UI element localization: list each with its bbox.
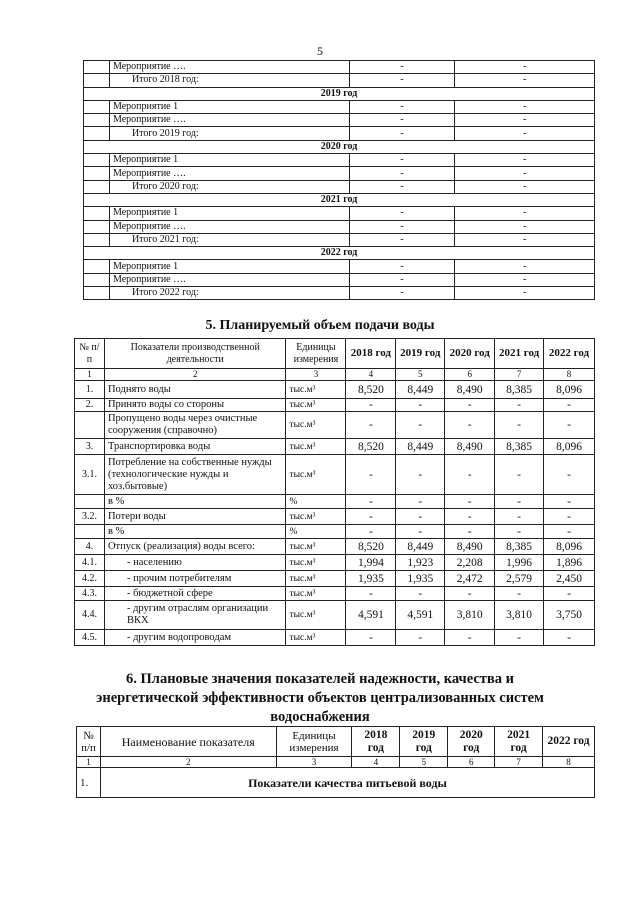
col-number: 3: [276, 757, 352, 768]
value-cell: -: [349, 220, 455, 233]
indicator-name: Пропущено воды через очистные сооружения (справочно): [104, 412, 286, 439]
value-cell: 8,385: [495, 439, 544, 455]
col-name-header: Наименование показателя: [100, 727, 276, 757]
value-cell: -: [349, 100, 455, 113]
col-number: 2: [100, 757, 276, 768]
value-cell: -: [495, 412, 544, 439]
blank-cell: [84, 180, 110, 193]
value-cell: 1,935: [396, 571, 445, 587]
reliability-table: [76, 726, 595, 798]
value-cell: 2,208: [445, 555, 495, 571]
value-cell: -: [349, 233, 455, 246]
value-cell: -: [349, 180, 455, 193]
blank-cell: [84, 207, 110, 220]
value-cell: -: [544, 525, 595, 539]
unit-cell: %: [286, 495, 346, 509]
year-heading: 2019 год: [84, 87, 595, 100]
value-cell: -: [349, 167, 455, 180]
table-row: [75, 587, 595, 601]
value-cell: -: [396, 630, 445, 646]
value-cell: -: [544, 455, 595, 495]
col-num-header: № п/п: [77, 727, 101, 757]
col-year-header: 2022 год: [544, 339, 595, 369]
value-cell: -: [346, 630, 396, 646]
col-year-header: 2021 год: [495, 727, 543, 757]
value-cell: -: [455, 167, 595, 180]
value-cell: -: [346, 455, 396, 495]
value-cell: -: [495, 455, 544, 495]
table-row: [84, 61, 595, 74]
section6-title: [0, 670, 640, 727]
value-cell: 8,490: [445, 539, 495, 555]
value-cell: -: [346, 412, 396, 439]
col-year-header: 2020 год: [445, 339, 495, 369]
table-row: [84, 273, 595, 286]
value-cell: -: [396, 525, 445, 539]
col-number: 5: [400, 757, 448, 768]
table-row: [84, 207, 595, 220]
value-cell: 8,449: [396, 439, 445, 455]
value-cell: 1,994: [346, 555, 396, 571]
value-cell: -: [349, 273, 455, 286]
value-cell: -: [396, 509, 445, 525]
col-year-header: 2021 год: [495, 339, 544, 369]
col-number: 6: [448, 757, 495, 768]
blank-cell: [84, 260, 110, 273]
value-cell: 1,996: [495, 555, 544, 571]
row-number: 1.: [77, 768, 101, 798]
unit-cell: тыс.м³: [286, 412, 346, 439]
value-cell: -: [455, 260, 595, 273]
value-cell: -: [495, 587, 544, 601]
value-cell: 1,935: [346, 571, 396, 587]
value-cell: -: [349, 154, 455, 167]
blank-cell: [84, 167, 110, 180]
event-label: Мероприятие ….: [109, 167, 349, 180]
table-row: [84, 220, 595, 233]
row-number: [75, 412, 105, 439]
table-row: [75, 399, 595, 412]
row-number: 1.: [75, 381, 105, 399]
blank-cell: [84, 154, 110, 167]
section6-title-line: водоснабжения: [270, 709, 370, 725]
blank-cell: [84, 74, 110, 87]
value-cell: 1,896: [544, 555, 595, 571]
value-cell: -: [455, 61, 595, 74]
table-row: [75, 539, 595, 555]
value-cell: 8,490: [445, 439, 495, 455]
indicator-name: Поднято воды: [104, 381, 286, 399]
value-cell: -: [544, 495, 595, 509]
value-cell: -: [349, 287, 455, 300]
value-cell: -: [346, 509, 396, 525]
event-label: Мероприятие ….: [109, 61, 349, 74]
value-cell: -: [544, 630, 595, 646]
unit-cell: тыс.м³: [286, 555, 346, 571]
water-supply-table: [74, 338, 595, 646]
value-cell: 2,450: [544, 571, 595, 587]
value-cell: 8,449: [396, 539, 445, 555]
unit-cell: тыс.м³: [286, 571, 346, 587]
total-label: Итого 2020 год:: [109, 180, 349, 193]
unit-cell: тыс.м³: [286, 539, 346, 555]
event-label: Мероприятие ….: [109, 114, 349, 127]
total-label: Итого 2018 год:: [109, 74, 349, 87]
table-row: [77, 768, 595, 798]
value-cell: -: [544, 412, 595, 439]
col-number: 8: [543, 757, 595, 768]
value-cell: 8,520: [346, 539, 396, 555]
value-cell: -: [455, 233, 595, 246]
value-cell: 4,591: [396, 601, 445, 630]
section5-title: 5. Планируемый объем подачи воды: [205, 318, 435, 333]
row-number: 4.: [75, 539, 105, 555]
table-row: [84, 114, 595, 127]
value-cell: -: [445, 509, 495, 525]
value-cell: -: [445, 630, 495, 646]
blank-cell: [84, 233, 110, 246]
value-cell: -: [455, 127, 595, 140]
col-year-header: 2018 год: [346, 339, 396, 369]
column-number-row: [75, 369, 595, 381]
col-number: 1: [77, 757, 101, 768]
year-heading: 2020 год: [84, 140, 595, 153]
indicator-name: - другим отраслям организации ВКХ: [104, 601, 286, 630]
unit-cell: тыс.м³: [286, 455, 346, 495]
blank-cell: [84, 287, 110, 300]
unit-cell: тыс.м³: [286, 587, 346, 601]
value-cell: -: [455, 180, 595, 193]
blank-cell: [84, 220, 110, 233]
row-number: 3.: [75, 439, 105, 455]
table-row: [75, 601, 595, 630]
col-unit-header: Единицы измерения: [286, 339, 346, 369]
value-cell: -: [349, 127, 455, 140]
col-num-header: № п/п: [75, 339, 105, 369]
table-row: [75, 412, 595, 439]
value-cell: -: [349, 61, 455, 74]
blank-cell: [84, 127, 110, 140]
col-number: 3: [286, 369, 346, 381]
col-number: 4: [346, 369, 396, 381]
col-year-header: 2022 год: [543, 727, 595, 757]
value-cell: 3,750: [544, 601, 595, 630]
row-number: 4.2.: [75, 571, 105, 587]
unit-cell: тыс.м³: [286, 381, 346, 399]
value-cell: -: [349, 260, 455, 273]
value-cell: -: [455, 273, 595, 286]
table-row: [84, 287, 595, 300]
indicator-name: - бюджетной сфере: [104, 587, 286, 601]
value-cell: -: [445, 412, 495, 439]
table-row: [84, 154, 595, 167]
value-cell: 8,096: [544, 381, 595, 399]
value-cell: -: [455, 74, 595, 87]
row-number: 3.1.: [75, 455, 105, 495]
row-number: 3.2.: [75, 509, 105, 525]
value-cell: -: [396, 399, 445, 412]
value-cell: -: [495, 525, 544, 539]
col-number: 4: [352, 757, 400, 768]
row-number: 4.4.: [75, 601, 105, 630]
blank-cell: [84, 273, 110, 286]
value-cell: -: [544, 587, 595, 601]
table-row: [75, 381, 595, 399]
year-heading: 2021 год: [84, 193, 595, 206]
year-row: [84, 247, 595, 260]
value-cell: -: [445, 525, 495, 539]
year-heading: 2022 год: [84, 247, 595, 260]
row-number: [75, 525, 105, 539]
blank-cell: [84, 100, 110, 113]
indicator-name: Потери воды: [104, 509, 286, 525]
indicator-name: Транспортировка воды: [104, 439, 286, 455]
value-cell: 8,520: [346, 439, 396, 455]
value-cell: 2,472: [445, 571, 495, 587]
table-row: [75, 525, 595, 539]
event-label: Мероприятие 1: [109, 260, 349, 273]
value-cell: 8,449: [396, 381, 445, 399]
table-header-row: [75, 339, 595, 369]
row-number: 4.3.: [75, 587, 105, 601]
value-cell: -: [455, 114, 595, 127]
indicator-name: Потребление на собственные нужды (технологические нужды и хоз.бытовые): [104, 455, 286, 495]
row-number: 2.: [75, 399, 105, 412]
column-number-row: [77, 757, 595, 768]
year-row: [84, 140, 595, 153]
year-row: [84, 193, 595, 206]
value-cell: -: [544, 509, 595, 525]
row-number: [75, 495, 105, 509]
indicator-name: - прочим потребителям: [104, 571, 286, 587]
col-year-header: 2020 год: [448, 727, 495, 757]
table-row: [75, 555, 595, 571]
row-section-label: Показатели качества питьевой воды: [100, 768, 594, 798]
col-number: 5: [396, 369, 445, 381]
section6-title-line: энергетической эффективности объектов централизованных систем: [96, 690, 544, 706]
value-cell: 3,810: [445, 601, 495, 630]
value-cell: 8,385: [495, 539, 544, 555]
table-row: [84, 100, 595, 113]
value-cell: -: [495, 630, 544, 646]
table-row: [84, 167, 595, 180]
table-row: [75, 439, 595, 455]
unit-cell: тыс.м³: [286, 509, 346, 525]
value-cell: -: [445, 399, 495, 412]
value-cell: -: [445, 495, 495, 509]
events-table: [83, 60, 595, 300]
event-label: Мероприятие 1: [109, 100, 349, 113]
col-year-header: 2019 год: [400, 727, 448, 757]
blank-cell: [84, 61, 110, 74]
value-cell: -: [396, 495, 445, 509]
value-cell: -: [495, 495, 544, 509]
page-number: 5: [317, 44, 323, 58]
value-cell: -: [349, 207, 455, 220]
value-cell: -: [455, 207, 595, 220]
col-number: 7: [495, 757, 543, 768]
value-cell: -: [495, 509, 544, 525]
table-row: [84, 260, 595, 273]
total-label: Итого 2022 год:: [109, 287, 349, 300]
year-row: [84, 87, 595, 100]
event-label: Мероприятие 1: [109, 207, 349, 220]
table-header-row: [77, 727, 595, 757]
unit-cell: тыс.м³: [286, 601, 346, 630]
total-label: Итого 2019 год:: [109, 127, 349, 140]
value-cell: 4,591: [346, 601, 396, 630]
col-number: 1: [75, 369, 105, 381]
value-cell: 8,096: [544, 539, 595, 555]
table-row: [84, 127, 595, 140]
value-cell: 1,923: [396, 555, 445, 571]
event-label: Мероприятие ….: [109, 220, 349, 233]
value-cell: -: [396, 455, 445, 495]
indicator-name: - населению: [104, 555, 286, 571]
col-year-header: 2018 год: [352, 727, 400, 757]
value-cell: -: [455, 220, 595, 233]
value-cell: -: [445, 587, 495, 601]
table-row: [75, 509, 595, 525]
value-cell: 8,520: [346, 381, 396, 399]
value-cell: -: [346, 399, 396, 412]
col-unit-header: Единицы измерения: [276, 727, 352, 757]
indicator-name: - другим водопроводам: [104, 630, 286, 646]
table-row: [75, 630, 595, 646]
table-row: [84, 180, 595, 193]
col-number: 2: [104, 369, 286, 381]
col-number: 6: [445, 369, 495, 381]
section6-title-line: 6. Плановые значения показателей надежности, качества и: [126, 671, 514, 687]
value-cell: -: [346, 525, 396, 539]
indicator-name: Отпуск (реализация) воды всего:: [104, 539, 286, 555]
indicator-name: в %: [104, 495, 286, 509]
value-cell: 2,579: [495, 571, 544, 587]
value-cell: 8,490: [445, 381, 495, 399]
row-number: 4.1.: [75, 555, 105, 571]
value-cell: -: [396, 587, 445, 601]
table-row: [75, 495, 595, 509]
table-row: [75, 455, 595, 495]
value-cell: -: [544, 399, 595, 412]
unit-cell: тыс.м³: [286, 439, 346, 455]
value-cell: -: [346, 587, 396, 601]
table-row: [84, 74, 595, 87]
value-cell: -: [455, 100, 595, 113]
table-row: [75, 571, 595, 587]
unit-cell: %: [286, 525, 346, 539]
value-cell: -: [495, 399, 544, 412]
value-cell: -: [346, 495, 396, 509]
value-cell: 3,810: [495, 601, 544, 630]
col-year-header: 2019 год: [396, 339, 445, 369]
indicator-name: Принято воды со стороны: [104, 399, 286, 412]
value-cell: -: [455, 154, 595, 167]
value-cell: -: [445, 455, 495, 495]
col-number: 7: [495, 369, 544, 381]
value-cell: -: [455, 287, 595, 300]
event-label: Мероприятие 1: [109, 154, 349, 167]
indicator-name: в %: [104, 525, 286, 539]
blank-cell: [84, 114, 110, 127]
event-label: Мероприятие ….: [109, 273, 349, 286]
total-label: Итого 2021 год:: [109, 233, 349, 246]
value-cell: 8,096: [544, 439, 595, 455]
value-cell: -: [349, 74, 455, 87]
unit-cell: тыс.м³: [286, 630, 346, 646]
table-row: [84, 233, 595, 246]
row-number: 4.5.: [75, 630, 105, 646]
value-cell: -: [396, 412, 445, 439]
col-indicator-header: Показатели производственной деятельности: [104, 339, 286, 369]
col-number: 8: [544, 369, 595, 381]
value-cell: -: [349, 114, 455, 127]
unit-cell: тыс.м³: [286, 399, 346, 412]
value-cell: 8,385: [495, 381, 544, 399]
